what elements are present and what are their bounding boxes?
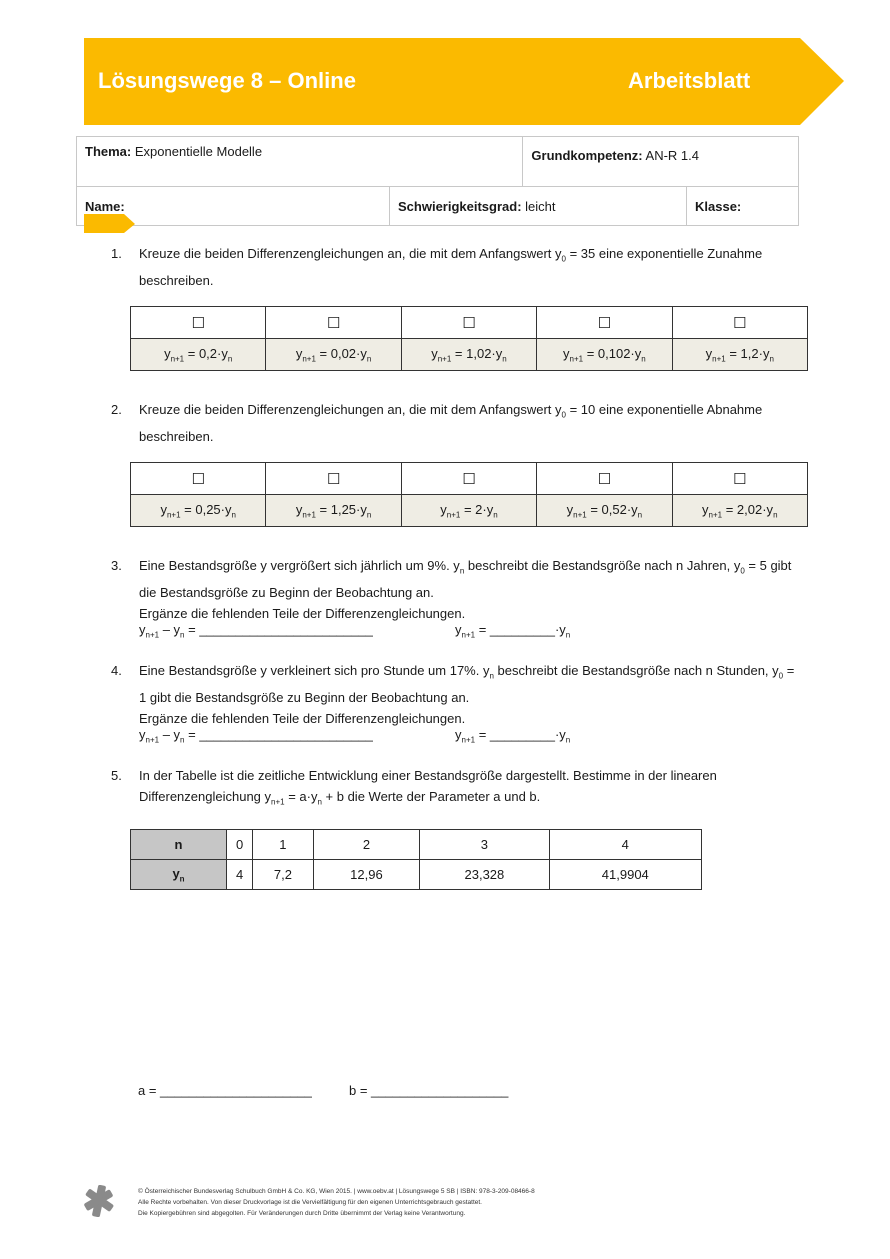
- y-value: 23,328: [420, 860, 549, 890]
- question-text: Kreuze die beiden Differenzengleichungen an, die mit dem Anfangswert $y_0 = 10$ eine exponentielle Abnahme beschreiben.: [139, 402, 763, 444]
- question-5: [111, 765, 801, 813]
- n-value: 1: [253, 830, 314, 860]
- question-number: 5.: [111, 768, 122, 783]
- question-instruction: Ergänze die fehlenden Teile der Differenzengleichungen.: [139, 605, 466, 621]
- question-number: 3.: [111, 558, 122, 573]
- question-text: Kreuze die beiden Differenzengleichungen an, die mit dem Anfangswert $y_0 = 35$ eine exponentielle Zunahme beschreiben.: [139, 246, 763, 288]
- footer-line: Die Kopiergebühren sind abgegolten. Für Veränderungen durch Dritte übernimmt der Verlag keine Verantwortung.: [138, 1210, 466, 1217]
- thema-value: Exponentielle Modelle: [134, 144, 263, 159]
- q4-blank-factor[interactable]: $y_{n+1}$ = $\_\_\_\_\_\_\_\_\_\cdot y_n$: [455, 727, 571, 745]
- schwierigkeit-value: leicht: [525, 198, 556, 214]
- question-text: In der Tabelle ist die zeitliche Entwicklung einer Bestandsgröße dargestellt. Bestimme in der linearen Differenzengleichung $y_{n+1} = a\cdot y_n + b$ die Werte der Parameter a und b.: [139, 768, 717, 807]
- schwierigkeit-cell: [390, 187, 687, 226]
- copyright-footer: [138, 1186, 535, 1219]
- publisher-logo-icon: [84, 1185, 114, 1217]
- question-1: [111, 243, 801, 291]
- question-number: 2.: [111, 402, 122, 417]
- y-value: 41,9904: [549, 860, 701, 890]
- header-banner: [84, 38, 844, 125]
- checkbox[interactable]: ☐: [131, 307, 266, 339]
- klasse-label: Klasse:: [695, 198, 742, 214]
- klasse-cell[interactable]: [687, 187, 799, 226]
- option-label: $y_{n+1} = 0,102\cdot y_n$: [537, 339, 672, 371]
- answer-a-blank[interactable]: a = _____________________: [138, 1083, 312, 1098]
- question-text: Eine Bestandsgröße y vergrößert sich jährlich um 9%. $y_n$ beschreibt die Bestandsgröße nach n Jahren, $y_0 = 5$ gibt die Bestandsgröße zu Beginn der Beobachtung an.: [139, 558, 792, 600]
- section-tab-arrow: [84, 214, 136, 234]
- n-value: 4: [549, 830, 701, 860]
- checkbox[interactable]: ☐: [672, 463, 807, 495]
- question-2: [111, 399, 801, 447]
- q3-blank-factor[interactable]: $y_{n+1}$ = $\_\_\_\_\_\_\_\_\_\cdot y_n$: [455, 622, 571, 640]
- checkbox[interactable]: ☐: [131, 463, 266, 495]
- n-value: 2: [313, 830, 419, 860]
- option-label: $y_{n+1} = 1,2\cdot y_n$: [672, 339, 807, 371]
- y-value: 7,2: [253, 860, 314, 890]
- checkbox[interactable]: ☐: [401, 307, 536, 339]
- option-label: $y_{n+1} = 0,25\cdot y_n$: [131, 495, 266, 527]
- option-label: $y_{n+1} = 1,25\cdot y_n$: [266, 495, 401, 527]
- grundkompetenz-label: Grundkompetenz:: [531, 148, 643, 163]
- y-value: 12,96: [313, 860, 419, 890]
- checkbox[interactable]: ☐: [537, 307, 672, 339]
- checkbox[interactable]: ☐: [266, 463, 401, 495]
- schwierigkeit-label: Schwierigkeitsgrad:: [398, 198, 522, 214]
- n-value: 3: [420, 830, 549, 860]
- row-header-y: $y_n$: [131, 860, 227, 890]
- question-number: 4.: [111, 663, 122, 678]
- footer-line: Alle Rechte vorbehalten. Von dieser Druckvorlage ist die Vervielfältigung für den eigenen Unterrichtsgebrauch gestattet.: [138, 1199, 482, 1206]
- n-value: 0: [227, 830, 253, 860]
- info-table: [76, 136, 799, 226]
- row-header-n: n: [131, 830, 227, 860]
- y-value: 4: [227, 860, 253, 890]
- thema-cell: [77, 137, 523, 187]
- option-label: $y_{n+1} = 0,2\cdot y_n$: [131, 339, 266, 371]
- checkbox[interactable]: ☐: [266, 307, 401, 339]
- grundkompetenz-cell: [523, 137, 799, 187]
- worksheet-type-label: Arbeitsblatt: [628, 68, 751, 93]
- worksheet-series-title: Lösungswege 8 – Online: [98, 68, 356, 93]
- q1-choice-table: [130, 306, 808, 371]
- option-label: $y_{n+1} = 2,02\cdot y_n$: [672, 495, 807, 527]
- question-3: [111, 555, 801, 624]
- checkbox[interactable]: ☐: [401, 463, 536, 495]
- q5-data-table: [130, 829, 702, 890]
- option-label: $y_{n+1} = 0,02\cdot y_n$: [266, 339, 401, 371]
- q3-blank-difference[interactable]: $y_{n+1} - y_n$ = ________________________: [139, 622, 373, 640]
- question-4: [111, 660, 801, 729]
- name-label: Name:: [85, 198, 125, 214]
- grundkompetenz-value: AN-R 1.4: [645, 148, 700, 163]
- q4-blank-difference[interactable]: $y_{n+1} - y_n$ = ________________________: [139, 727, 373, 745]
- thema-label: Thema:: [85, 144, 132, 159]
- option-label: $y_{n+1} = 1,02\cdot y_n$: [401, 339, 536, 371]
- question-number: 1.: [111, 246, 122, 261]
- question-instruction: Ergänze die fehlenden Teile der Differenzengleichungen.: [139, 710, 466, 726]
- question-text: Eine Bestandsgröße y verkleinert sich pro Stunde um 17%. $y_n$ beschreibt die Bestandsgröße nach n Stunden, $y_0 = 1$ gibt die Bestandsgröße zu Beginn der Beobachtung an.: [139, 663, 795, 705]
- option-label: $y_{n+1} = 2\cdot y_n$: [401, 495, 536, 527]
- footer-line: © Österreichischer Bundesverlag Schulbuch GmbH & Co. KG, Wien 2015. | www.oebv.at | Lösungswege 5 SB | ISBN: 978-3-209-08466-8: [138, 1188, 535, 1195]
- checkbox[interactable]: ☐: [537, 463, 672, 495]
- option-label: $y_{n+1} = 0,52\cdot y_n$: [537, 495, 672, 527]
- answer-b-blank[interactable]: b = ___________________: [349, 1083, 509, 1098]
- q2-choice-table: [130, 462, 808, 527]
- checkbox[interactable]: ☐: [672, 307, 807, 339]
